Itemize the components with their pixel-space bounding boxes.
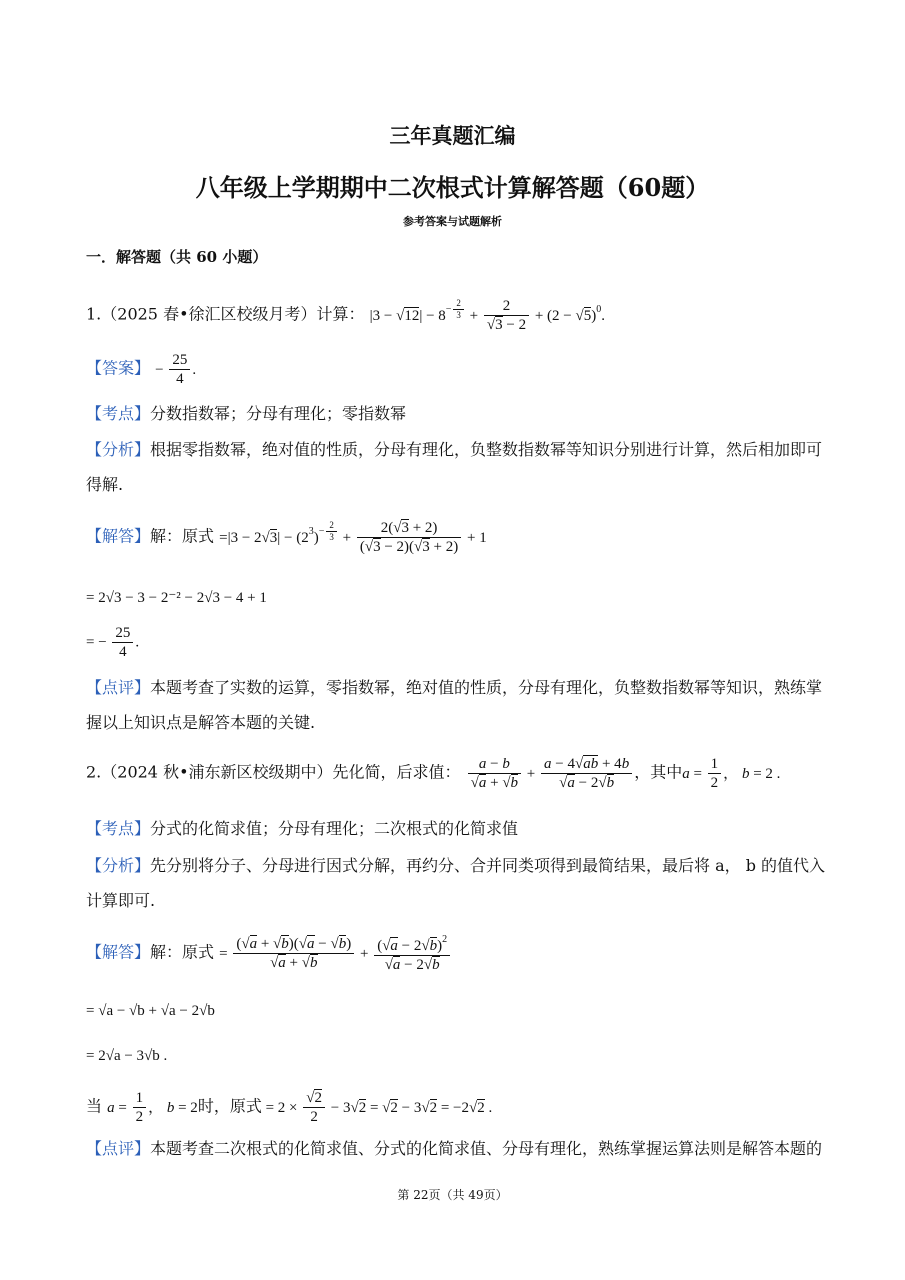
page-footer: 第 22页（共 49页）	[397, 1188, 508, 1202]
q2-analysis-line1: 先分别将分子、分母进行因式分解，再约分、合并同类项得到最简结果，最后将 a， b 的值代入	[150, 856, 826, 875]
document-subtitle: 八年级上学期期中二次根式计算解答题（60题）	[195, 173, 710, 202]
q1-stem: 1.（2025 春•徐汇区校级月考）计算：	[86, 304, 365, 324]
q2-comment-line1: 本题考查二次根式的化简求值、分式的化简求值、分母有理化，熟练掌握运算法则是解答本题的	[150, 1139, 823, 1158]
q2-when-mid: 时，原式	[197, 1096, 262, 1116]
point-label: 【考点】	[86, 404, 151, 423]
point-label: 【考点】	[86, 819, 151, 838]
q1-stem-row	[86, 298, 605, 334]
q2-solution-lead: 解：原式	[150, 942, 215, 962]
comment-label: 【点评】	[86, 1139, 151, 1158]
document-caption: 参考答案与试题解析	[403, 215, 502, 228]
q2-when-lead: 当	[86, 1096, 103, 1116]
q2-when-result: = 2 × $\frac{√2}{2}$ − 3√2 = √2 − 3√2 = −2√2 .	[261, 1090, 493, 1126]
q2-solution-expr: = $\frac{(√a + √b)(√a - √b)}{√a + √b}$ + $\frac{(√a - 2√b)^2}{√a - 2√b}$	[219, 946, 452, 962]
answer-label: 【答案】	[86, 358, 151, 378]
q2-comment-row	[86, 1136, 822, 1159]
solution-label: 【解答】	[86, 526, 151, 546]
q1-answer: − $\frac{25}{4}$ .	[155, 352, 197, 388]
q1-solution-lead: 解：原式	[150, 526, 215, 546]
q1-step3: = − $\frac{25}{4}$ .	[86, 625, 140, 661]
q1-comment-line2: 握以上知识点是解答本题的关键.	[86, 713, 316, 732]
q1-answer-row	[86, 352, 196, 388]
q2-stem-row	[86, 756, 780, 792]
comment-label: 【点评】	[86, 678, 151, 697]
q1-expression: $|3 - √12| - 8^{- \frac{2}{3}}$ + $\frac{2}{√3 - 2}$ + $(2 - √5)^0$.	[369, 298, 605, 334]
analysis-label: 【分析】	[86, 856, 151, 875]
q2-expression: $\frac{a - b}{√a + √b}$ + $\frac{a - 4√ab + 4b}{√a - 2√b}$	[466, 766, 635, 782]
q2-point-row	[86, 816, 518, 839]
q1-analysis-line2: 得解.	[86, 475, 124, 494]
q2-analysis-row	[86, 853, 825, 876]
analysis-label: 【分析】	[86, 440, 151, 459]
q1-comment-line1: 本题考查了实数的运算，零指数幂，绝对值的性质，分母有理化，负整数指数幂等知识，熟练掌	[150, 678, 823, 697]
q2-step2: = √a − √b + √a − 2√b	[86, 1003, 215, 1019]
q2-solution-row	[86, 934, 452, 974]
q1-solution-row	[86, 520, 487, 556]
q1-analysis-row	[86, 437, 822, 460]
q1-comment-row	[86, 675, 822, 698]
q1-analysis-line1: 根据零指数幂，绝对值的性质，分母有理化，负整数指数幂等知识分别进行计算，然后相加即可	[150, 440, 823, 459]
q1-point-row	[86, 401, 406, 424]
section-heading: 一．解答题（共 60 小题）	[86, 248, 268, 266]
q2-analysis-line2: 计算即可.	[86, 891, 156, 910]
q2-stem: 2.（2024 秋•浦东新区校级期中）先化简，后求值：	[86, 762, 461, 782]
q2-step3: = 2√a − 3√b .	[86, 1048, 168, 1064]
document-title: 三年真题汇编	[389, 123, 516, 148]
q1-step2: = 2√3 − 3 − 2⁻² − 2√3 − 4 + 1	[86, 590, 267, 606]
q2-when-values: a = $\frac{1}{2}$ ， b = 2	[107, 1090, 198, 1126]
q2-condition: ，其中	[634, 762, 683, 782]
q2-when-row	[86, 1090, 492, 1126]
solution-label: 【解答】	[86, 942, 151, 962]
q1-solution-expr: $=|3 - 2√3| - (2^3)^{- \frac{2}{3}}$ + $\frac{2(√3 + 2)}{(√3 - 2)(√3 + 2)}$ + 1	[219, 520, 487, 556]
q2-values: a = $\frac{1}{2}$ ， b = 2 .	[682, 756, 781, 792]
q1-points: 分数指数幂；分母有理化；零指数幂	[150, 404, 407, 423]
q2-points: 分式的化简求值；分母有理化；二次根式的化简求值	[150, 819, 519, 838]
